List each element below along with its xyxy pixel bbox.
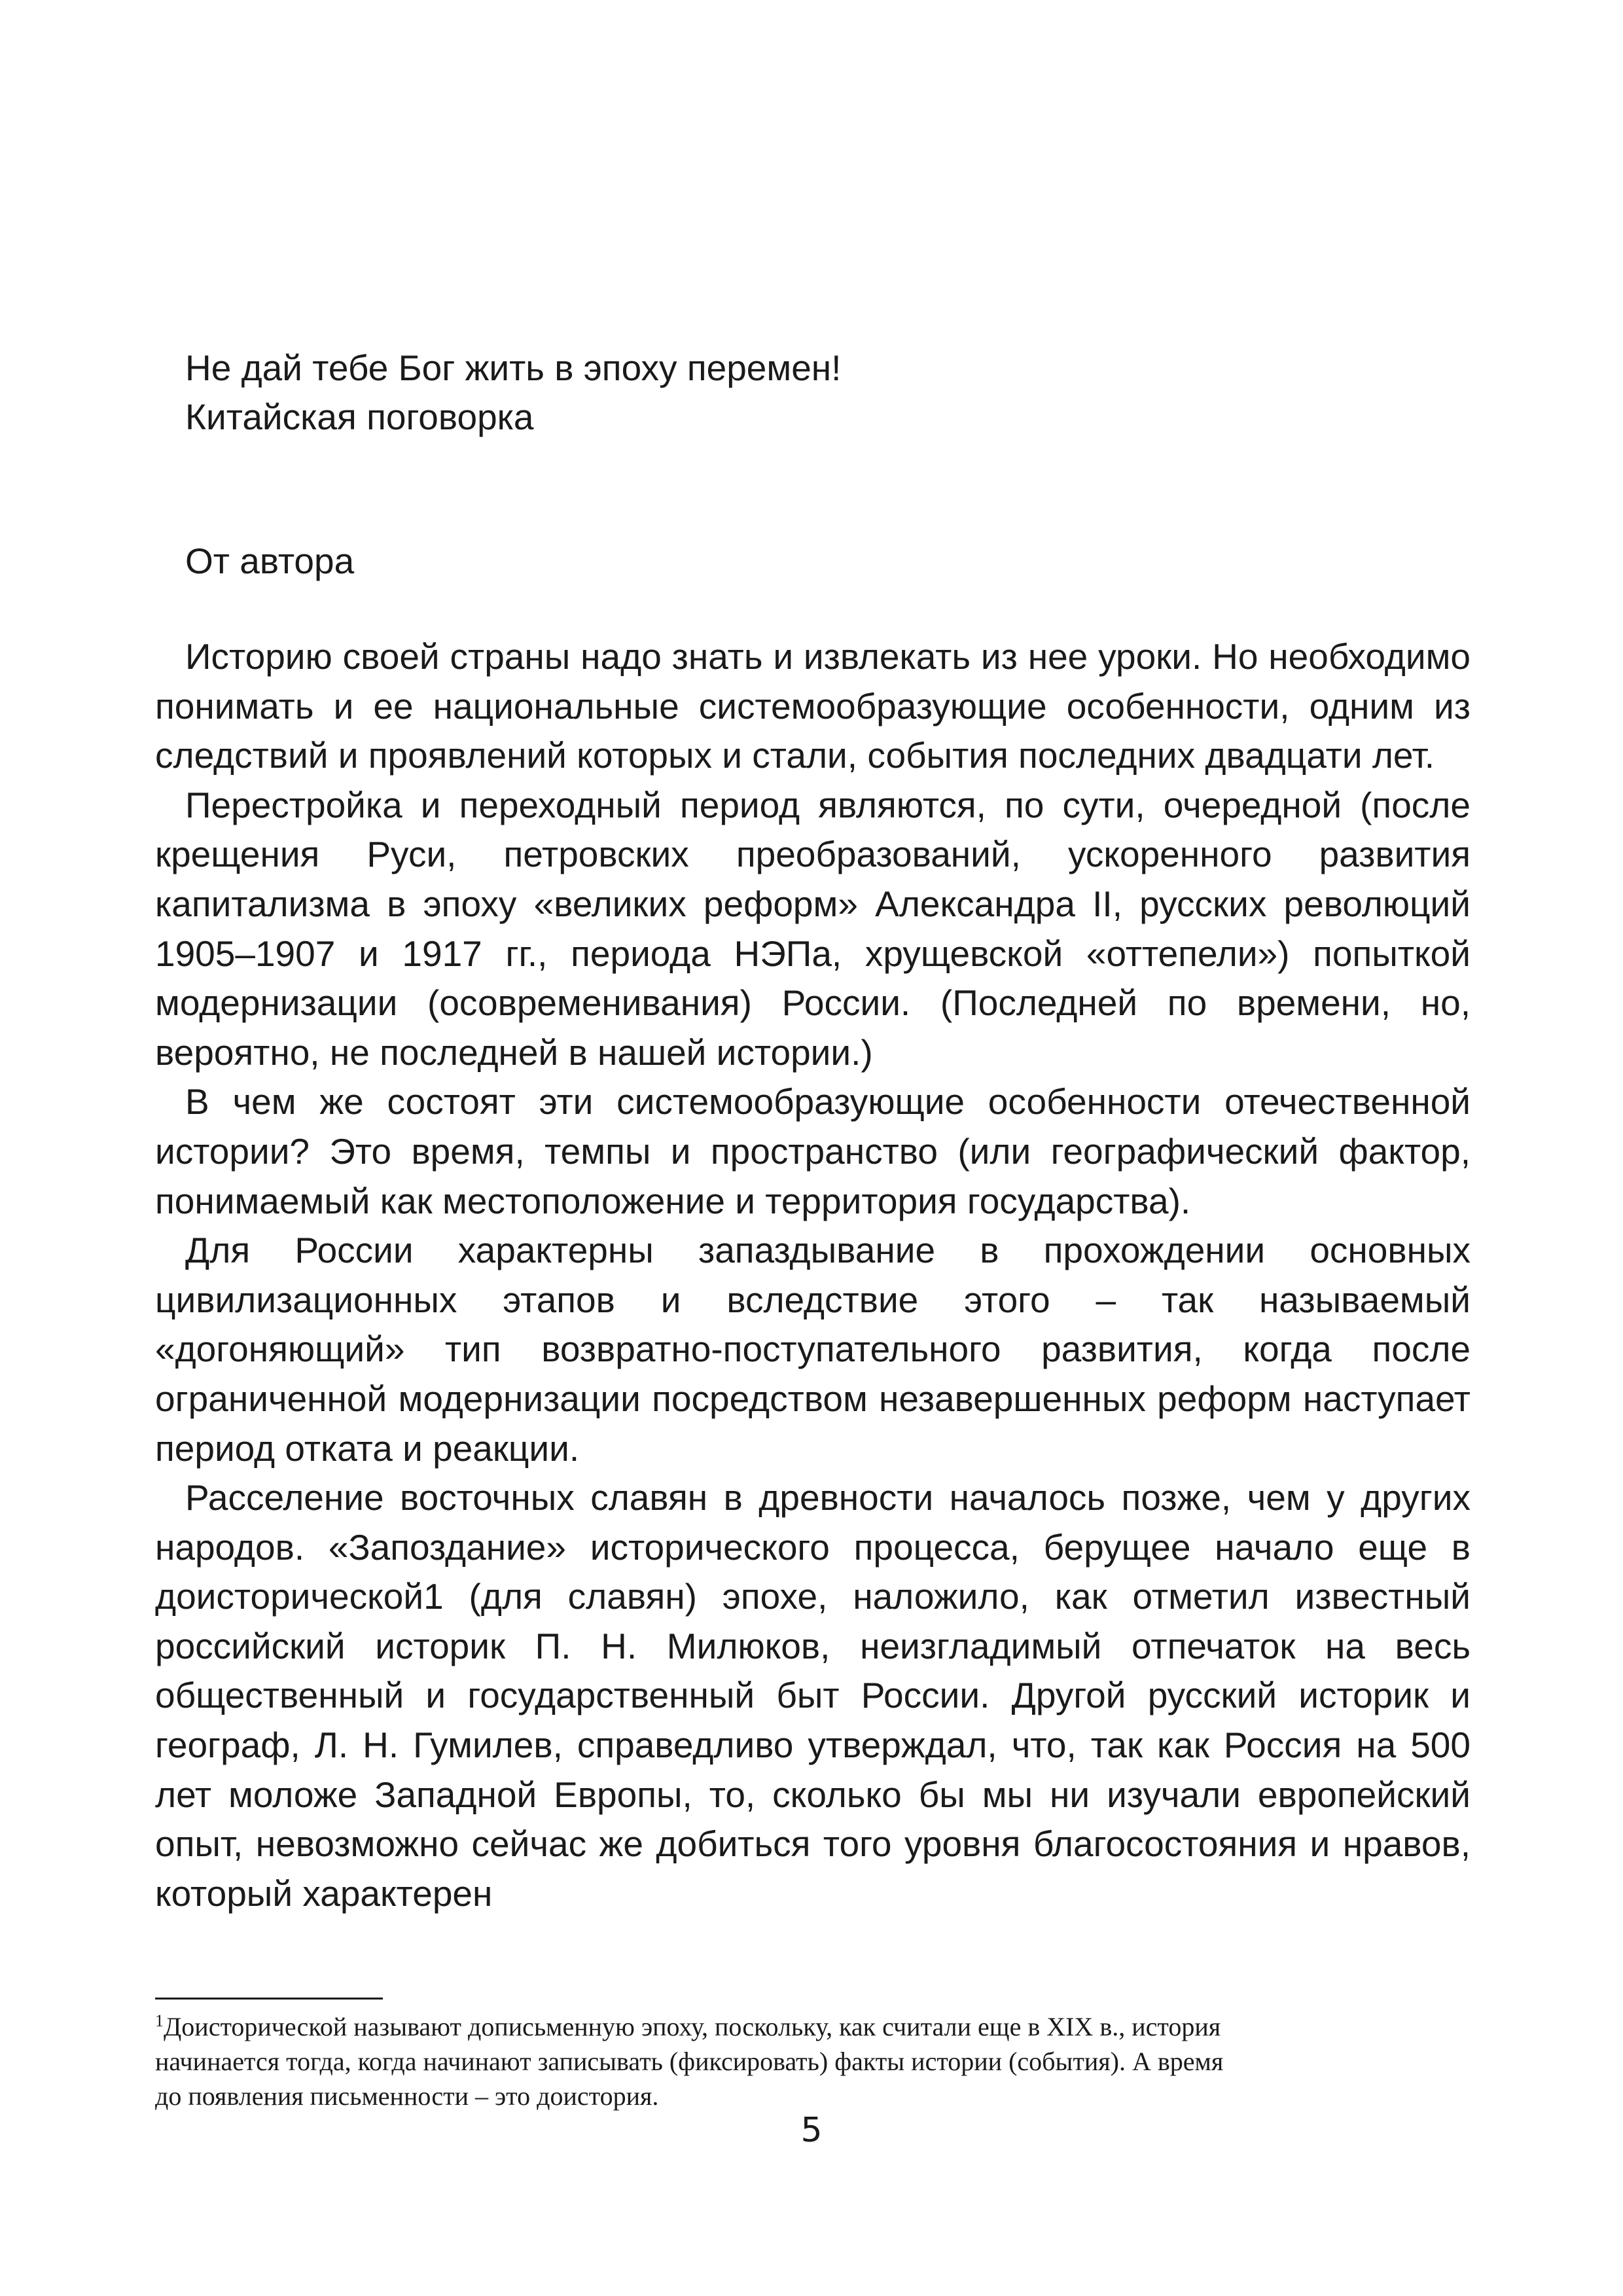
paragraph: Историю своей страны надо знать и извлекать из нее уроки. Но необходимо понимать и ее национальные системообразующие особенности, одним из следствий и проявлений которых и стали, события последних двадцати лет. bbox=[155, 636, 1471, 776]
paragraph: Для России характерны запаздывание в прохождении основных цивилизационных этапов и вследствие этого – так называемый «догоняющий» тип возвратно-поступательного развития, когда после ограниченной модернизации посредством незавершенных реформ наступает период отката и реакции. bbox=[155, 1230, 1471, 1469]
epigraph-quote: Не дай тебе Бог жить в эпоху перемен! bbox=[185, 348, 842, 388]
footnote-divider bbox=[155, 1998, 383, 2000]
body-text bbox=[155, 632, 1471, 1918]
section-title: От автора bbox=[185, 541, 355, 581]
epigraph-source: Китайская поговорка bbox=[185, 397, 534, 437]
footnote-text: до появления письменности – это доистория. bbox=[155, 2081, 659, 2111]
paragraph: Перестройка и переходный период являются, по сути, очередной (после крещения Руси, петровских преобразований, ускоренного развития капитализма в эпоху «великих реформ» Александра II, русских революций 1905–1907 и 1917 гг., периода НЭПа, хрущевской «оттепели») попыткой модернизации (осовременивания) России. (Последней по времени, но, вероятно, не последней в нашей истории.) bbox=[155, 784, 1471, 1073]
paragraph: Расселение восточных славян в древности началось позже, чем у других народов. «Запоздание» исторического процесса, берущее начало еще в доисторической1 (для славян) эпохе, наложило, как отметил известный российский историк П. Н. Милюков, неизгладимый отпечаток на весь общественный и государственный быт России. Другой русский историк и географ, Л. Н. Гумилев, справедливо утверждал, что, так как Россия на 500 лет моложе Западной Европы, то, сколько бы мы ни изучали европейский опыт, невозможно сейчас же добиться того уровня благосостояния и нравов, который характерен bbox=[155, 1477, 1471, 1914]
footnote-text: Доисторической называют дописьменную эпоху, поскольку, как считали еще в XIX в., история bbox=[164, 2012, 1221, 2041]
footnote-text: начинается тогда, когда начинают записывать (фиксировать) факты истории (события). А время bbox=[155, 2047, 1224, 2076]
footnote-marker: 1 bbox=[155, 2011, 164, 2030]
footnote-line bbox=[155, 2009, 1471, 2044]
page-number: 5 bbox=[800, 2111, 823, 2150]
footnote bbox=[155, 2009, 1471, 2113]
epigraph bbox=[185, 344, 1494, 442]
paragraph: В чем же состоят эти системообразующие особенности отечественной истории? Это время, темпы и пространство (или географический фактор, понимаемый как местоположение и территория государства). bbox=[155, 1081, 1471, 1221]
